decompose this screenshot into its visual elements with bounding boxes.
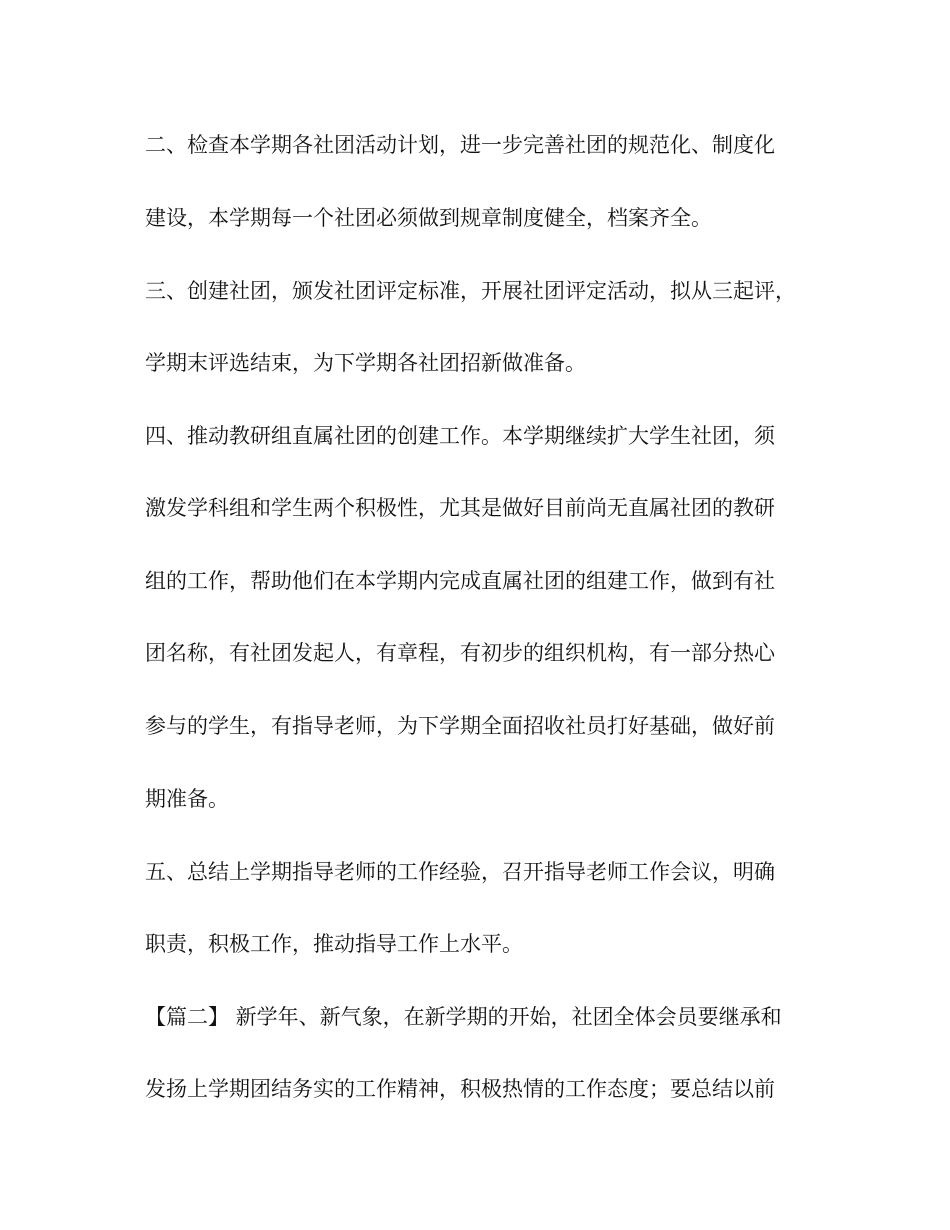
text-line: 建设，本学期每一个社团必须做到规章制度健全，档案齐全。 bbox=[145, 206, 712, 230]
text-line: 五、总结上学期指导老师的工作经验，召开指导老师工作会议，明确 bbox=[145, 860, 775, 884]
text-line: 四、推动教研组直属社团的创建工作。本学期继续扩大学生社团，须 bbox=[145, 424, 775, 448]
text-line: 【篇二】 新学年、新气象，在新学期的开始，社团全体会员要继承和 bbox=[145, 1005, 782, 1029]
text-line: 三、创建社团，颁发社团评定标准，开展社团评定活动，拟从三起评， bbox=[145, 279, 796, 303]
text-line: 二、检查本学期各社团活动计划，进一步完善社团的规范化、制度化 bbox=[145, 133, 775, 157]
text-line: 激发学科组和学生两个积极性，尤其是做好目前尚无直属社团的教研 bbox=[145, 496, 775, 520]
text-line: 参与的学生，有指导老师，为下学期全面招收社员打好基础，做好前 bbox=[145, 714, 775, 738]
text-line: 团名称，有社团发起人，有章程，有初步的组织机构，有一部分热心 bbox=[145, 641, 775, 665]
text-line: 职责，积极工作，推动指导工作上水平。 bbox=[145, 932, 523, 956]
text-line: 期准备。 bbox=[145, 787, 229, 811]
text-line: 发扬上学期团结务实的工作精神，积极热情的工作态度；要总结以前 bbox=[145, 1077, 775, 1101]
text-line: 学期末评选结束，为下学期各社团招新做准备。 bbox=[145, 351, 586, 375]
text-line: 组的工作，帮助他们在本学期内完成直属社团的组建工作，做到有社 bbox=[145, 569, 775, 593]
